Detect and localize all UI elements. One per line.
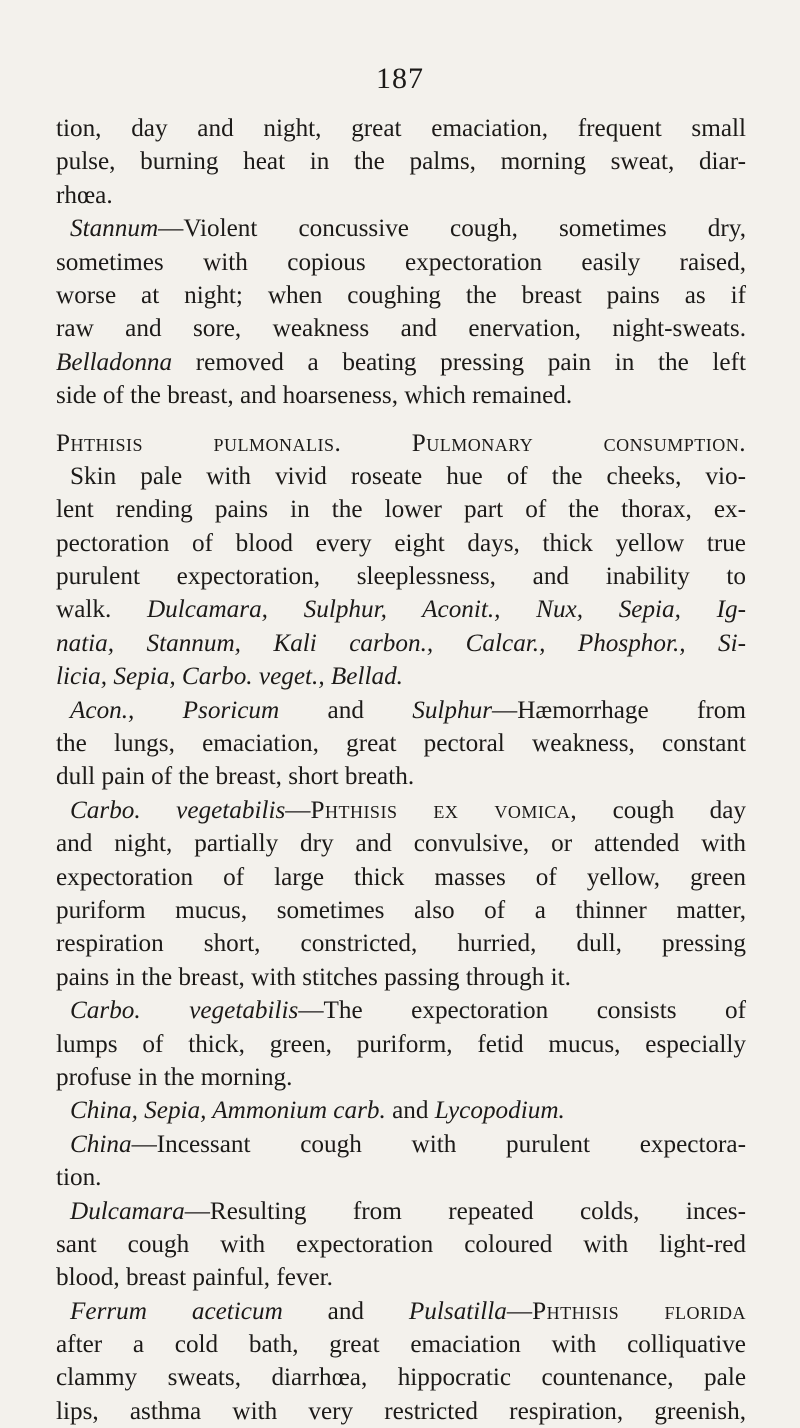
text-line bbox=[56, 660, 746, 693]
text-segment: the lungs, emaciation, great pectoral weakness, constant bbox=[56, 730, 746, 758]
text-line bbox=[56, 379, 746, 412]
text-line bbox=[56, 1128, 746, 1161]
text-line bbox=[56, 145, 746, 178]
text-segment: tion. bbox=[56, 1164, 102, 1192]
text-segment: raw and sore, weakness and enervation, night-sweats. bbox=[56, 315, 746, 343]
text-line bbox=[56, 1094, 746, 1127]
page-number: 187 bbox=[376, 62, 424, 95]
text-segment: — bbox=[506, 1297, 533, 1325]
text-segment: pains in the breast, with stitches passing through it. bbox=[56, 963, 571, 991]
text-line bbox=[56, 212, 746, 245]
italic-text: Ferrum aceticum bbox=[70, 1297, 283, 1325]
italic-text: China, Sepia, Ammonium carb. bbox=[70, 1097, 386, 1125]
text-segment: and bbox=[279, 696, 413, 724]
text-segment: clammy sweats, diarrhœa, hippocratic countenance, pale bbox=[56, 1364, 746, 1392]
text-segment: rhœa. bbox=[56, 181, 113, 209]
text-segment: and bbox=[385, 1097, 435, 1125]
text-segment: pectoration of blood every eight days, thick yellow true bbox=[56, 529, 746, 557]
text-line bbox=[56, 279, 746, 312]
text-segment: after a cold bath, great emaciation with colliquative bbox=[56, 1331, 746, 1359]
text-line bbox=[56, 593, 746, 626]
text-line bbox=[56, 346, 746, 379]
italic-text: Stannum bbox=[70, 215, 159, 243]
text-segment: pulse, burning heat in the palms, morning sweat, diar- bbox=[56, 148, 746, 176]
text-line bbox=[56, 560, 746, 593]
text-line bbox=[56, 1228, 746, 1261]
italic-text: natia, Stannum, Kali carbon., Calcar., Phosphor., Si- bbox=[56, 629, 746, 657]
text-segment: tion, day and night, great emaciation, frequent small bbox=[56, 115, 746, 142]
text-segment: sometimes with copious expectoration easily raised, bbox=[56, 248, 746, 276]
italic-text: Dulcamara, Sulphur, Aconit., Nux, Sepia, Ig- bbox=[146, 596, 746, 624]
italic-text: Belladonna bbox=[56, 348, 173, 376]
text-segment: —Resulting from repeated colds, inces- bbox=[184, 1197, 746, 1225]
text-segment: and night, partially dry and convulsive, or attended with bbox=[56, 830, 746, 858]
text-line bbox=[56, 527, 746, 560]
text-line bbox=[56, 927, 746, 960]
text-segment: puriform mucus, sometimes also of a thinner matter, bbox=[56, 896, 746, 924]
text-line bbox=[56, 1395, 746, 1428]
text-segment: — bbox=[285, 796, 311, 824]
text-segment: lips, asthma with very restricted respiration, greenish, bbox=[56, 1397, 746, 1425]
text-line bbox=[56, 760, 746, 793]
text-line bbox=[56, 694, 746, 727]
text-segment: —The expectoration consists of bbox=[298, 997, 746, 1025]
italic-text: Sulphur bbox=[412, 696, 493, 724]
small-caps-text: Phthisis pulmonalis. Pulmonary consumption. bbox=[56, 429, 746, 457]
text-segment: removed a beating pressing pain in the left bbox=[172, 348, 746, 376]
text-line bbox=[56, 179, 746, 212]
italic-text: Carbo. vegetabilis bbox=[70, 997, 299, 1025]
italic-text: Pulsatilla bbox=[408, 1297, 507, 1325]
text-line bbox=[56, 1328, 746, 1361]
text-segment: walk. bbox=[56, 596, 147, 624]
text-segment: —Incessant cough with purulent expectora- bbox=[131, 1130, 746, 1158]
small-caps-text: Phthisis florida bbox=[532, 1297, 746, 1325]
italic-text: Acon., Psoricum bbox=[70, 696, 280, 724]
text-segment: lumps of thick, green, puriform, fetid mucus, especially bbox=[56, 1030, 746, 1058]
text-segment: worse at night; when coughing the breast pains as if bbox=[56, 281, 746, 309]
text-line bbox=[56, 994, 746, 1027]
text-line bbox=[56, 1161, 746, 1194]
text-line bbox=[56, 794, 746, 827]
text-segment: sant cough with expectoration coloured with light-red bbox=[56, 1230, 746, 1258]
text-line bbox=[56, 112, 746, 145]
section-heading-line bbox=[56, 427, 746, 460]
text-line bbox=[56, 460, 746, 493]
text-line bbox=[56, 1061, 746, 1094]
text-segment: —Hæmorrhage from bbox=[492, 696, 746, 724]
text-line bbox=[56, 861, 746, 894]
text-line bbox=[56, 894, 746, 927]
text-segment: blood, breast painful, fever. bbox=[56, 1264, 333, 1292]
text-line bbox=[56, 627, 746, 660]
text-segment: Skin pale with vivid roseate hue of the cheeks, vio- bbox=[70, 462, 746, 490]
text-line bbox=[56, 312, 746, 345]
text-line bbox=[56, 1295, 746, 1328]
text-segment: respiration short, constricted, hurried, dull, pressing bbox=[56, 930, 746, 958]
text-segment: and bbox=[282, 1297, 409, 1325]
text-segment: expectoration of large thick masses of yellow, green bbox=[56, 863, 746, 891]
text-segment: side of the breast, and hoarseness, which remained. bbox=[56, 382, 573, 410]
text-segment: dull pain of the breast, short breath. bbox=[56, 763, 415, 791]
italic-text: Lycopodium. bbox=[434, 1097, 565, 1125]
text-line bbox=[56, 1028, 746, 1061]
text-segment: profuse in the morning. bbox=[56, 1063, 293, 1091]
text-segment: purulent expectoration, sleeplessness, and inability to bbox=[56, 563, 746, 591]
text-line bbox=[56, 1195, 746, 1228]
text-line bbox=[56, 493, 746, 526]
italic-text: Carbo. vegetabilis bbox=[70, 796, 286, 824]
italic-text: China bbox=[70, 1130, 132, 1158]
text-line bbox=[56, 727, 746, 760]
text-line bbox=[56, 961, 746, 994]
small-caps-text: Phthisis ex vomica, bbox=[310, 796, 578, 824]
text-line bbox=[56, 827, 746, 860]
text-line bbox=[56, 1361, 746, 1394]
text-segment: cough day bbox=[577, 796, 746, 824]
text-line bbox=[56, 246, 746, 279]
text-line bbox=[56, 1261, 746, 1294]
italic-text: Dulcamara bbox=[70, 1197, 185, 1225]
body-text bbox=[56, 112, 746, 1428]
text-segment: lent rending pains in the lower part of the thorax, ex- bbox=[56, 496, 746, 524]
italic-text: licia, Sepia, Carbo. veget., Bellad. bbox=[56, 663, 403, 691]
text-segment: —Violent concussive cough, sometimes dry, bbox=[158, 215, 746, 243]
